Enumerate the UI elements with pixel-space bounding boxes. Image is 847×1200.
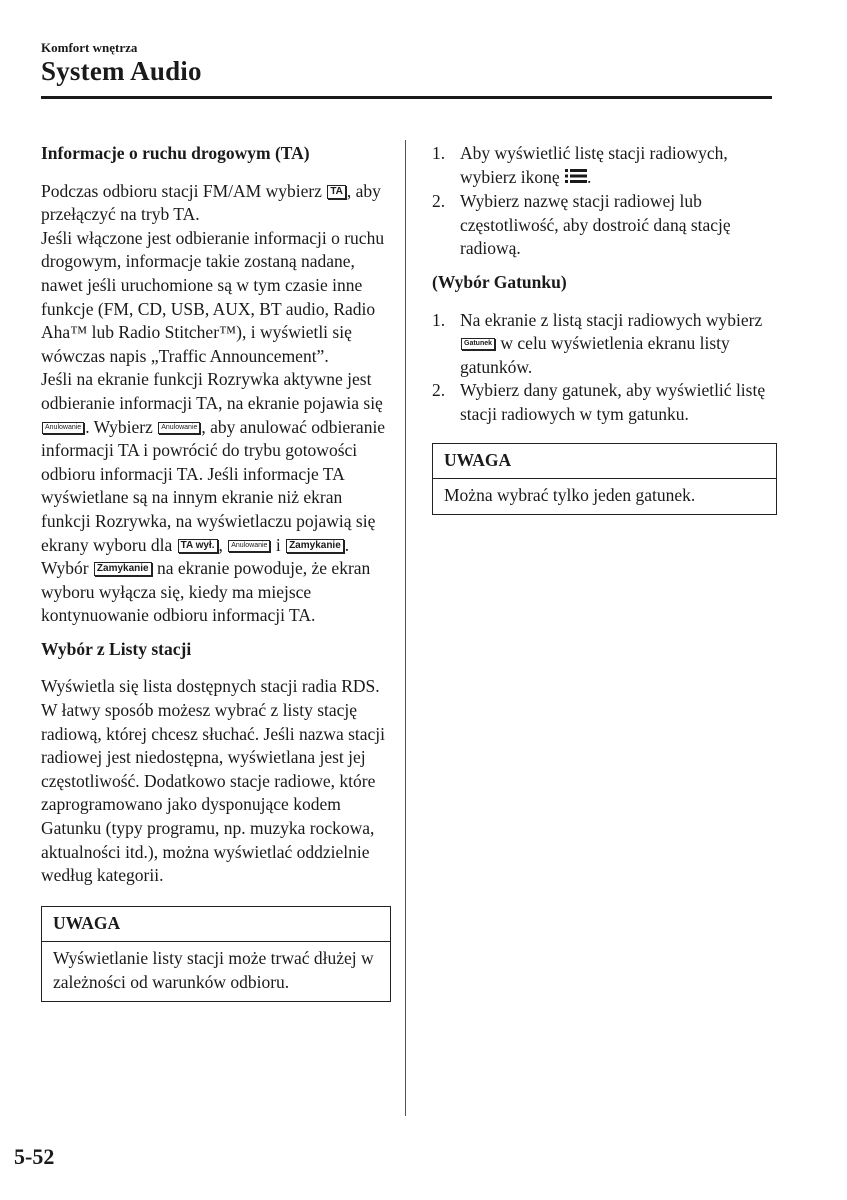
station-list-paragraph: Wyświetla się lista dostępnych stacji radia RDS. W łatwy sposób możesz wybrać z listy stację radiową, której chcesz słuchać. Jeśli nazwa stacji radiowej jest niedostępna, wyświetlana jest jej częstotliwość. Dodatkowo stacje radiowe, które zaprogramowano jako dysponujące kodem Gatunku (typy programu, np. muzyka rockowa, aktualności itd.), można wyświetlać oddzielnie według kategorii. (41, 676, 386, 886)
ta-text-4a: Jeśli na ekranie funkcji Rozrywka aktywne jest odbieranie informacji TA, na ekranie pojawia się (41, 369, 383, 413)
genre-steps (432, 309, 777, 427)
list-item (432, 309, 777, 380)
list-icon (565, 167, 587, 191)
column-divider (405, 140, 406, 1116)
note-heading: UWAGA (433, 444, 776, 480)
left-column (41, 142, 391, 1002)
genre-heading: (Wybór Gatunku) (432, 271, 567, 292)
ta-text-2: , aby przełączyć na tryb TA. (41, 180, 381, 225)
step-number: 1. (432, 309, 446, 330)
cancel-button: Anulowanie (158, 422, 200, 434)
page-title: System Audio (41, 56, 202, 86)
ta-text-4d: , (218, 534, 223, 555)
step-number: 1. (432, 143, 446, 163)
note-body: Wyświetlanie listy stacji może trwać dłużej w zależności od warunków odbioru. (53, 948, 374, 992)
ta-text-4g: na ekranie powoduje, że ekran wyboru wyłącza się, kiedy ma miejsce kontynuowanie odbioru informacji TA. (41, 558, 371, 626)
ta-heading: Informacje o ruchu drogowym (TA) (41, 143, 310, 163)
ta-text-4f: . Wybór (41, 534, 350, 579)
step-number: 2. (432, 380, 446, 401)
station-steps (432, 142, 777, 261)
ta-button: TA (327, 185, 346, 199)
cancel-button: Anulowanie (228, 540, 270, 552)
list-item (432, 142, 777, 190)
note-body: Można wybrać tylko jeden gatunek. (444, 485, 696, 506)
ta-text-1: Podczas odbioru stacji FM/AM wybierz (41, 180, 322, 201)
note-box-left (41, 906, 391, 1002)
ta-paragraph-2: Jeśli włączone jest odbieranie informacji o ruchu drogowym, informacje takie zostaną nadane, nawet jeśli uruchomione są w tym czasie inne funkcje (FM, CD, USB, AUX, BT audio, Radio Aha™ lub Radio Stitcher™), i wyświetli się wówczas napis „Traffic Announcement”. (41, 227, 385, 366)
ta-off-button: TA wył. (178, 539, 218, 553)
step-number: 2. (432, 191, 446, 212)
step-text: Wybierz dany gatunek, aby wyświetlić listę stacji radiowych w tym gatunku. (460, 380, 766, 424)
list-item (432, 379, 777, 426)
step-text: w celu wyświetlenia ekranu listy gatunków. (460, 333, 730, 377)
list-item (432, 190, 777, 261)
step-text: Wybierz nazwę stacji radiowej lub częstotliwość, aby dostroić daną stację radiową. (460, 191, 731, 259)
right-column (432, 142, 777, 515)
page-number: 5-52 (14, 1144, 55, 1169)
ta-paragraph-3 (41, 368, 391, 628)
note-box-right (432, 443, 777, 515)
close-button: Zamykanie (286, 539, 344, 553)
step-end: . (587, 166, 592, 187)
header-rule (41, 96, 772, 99)
station-list-heading: Wybór z Listy stacji (41, 638, 192, 659)
ta-text-4b: . Wybierz (85, 416, 153, 437)
close-button: Zamykanie (94, 562, 152, 576)
ta-text-4c: , aby anulować odbieranie informacji TA i powrócić do trybu gotowości odbioru informacji TA. Jeśli informacje TA wyświetlane są na innym ekranie niż ekran funkcji Rozrywka, na wyświetlaczu pojawią się ekrany wyboru dla (41, 416, 386, 555)
genre-button: Gatunek (461, 338, 495, 350)
cancel-button: Anulowanie (42, 422, 84, 434)
section-label: Komfort wnętrza (41, 40, 138, 55)
step-text: Na ekranie z listą stacji radiowych wybierz (460, 309, 763, 330)
ta-text-4e: i (275, 534, 281, 555)
step-text: Aby wyświetlić listę stacji radiowych, wybierz ikonę (460, 143, 728, 187)
ta-paragraph (41, 180, 391, 227)
note-heading: UWAGA (42, 907, 390, 943)
